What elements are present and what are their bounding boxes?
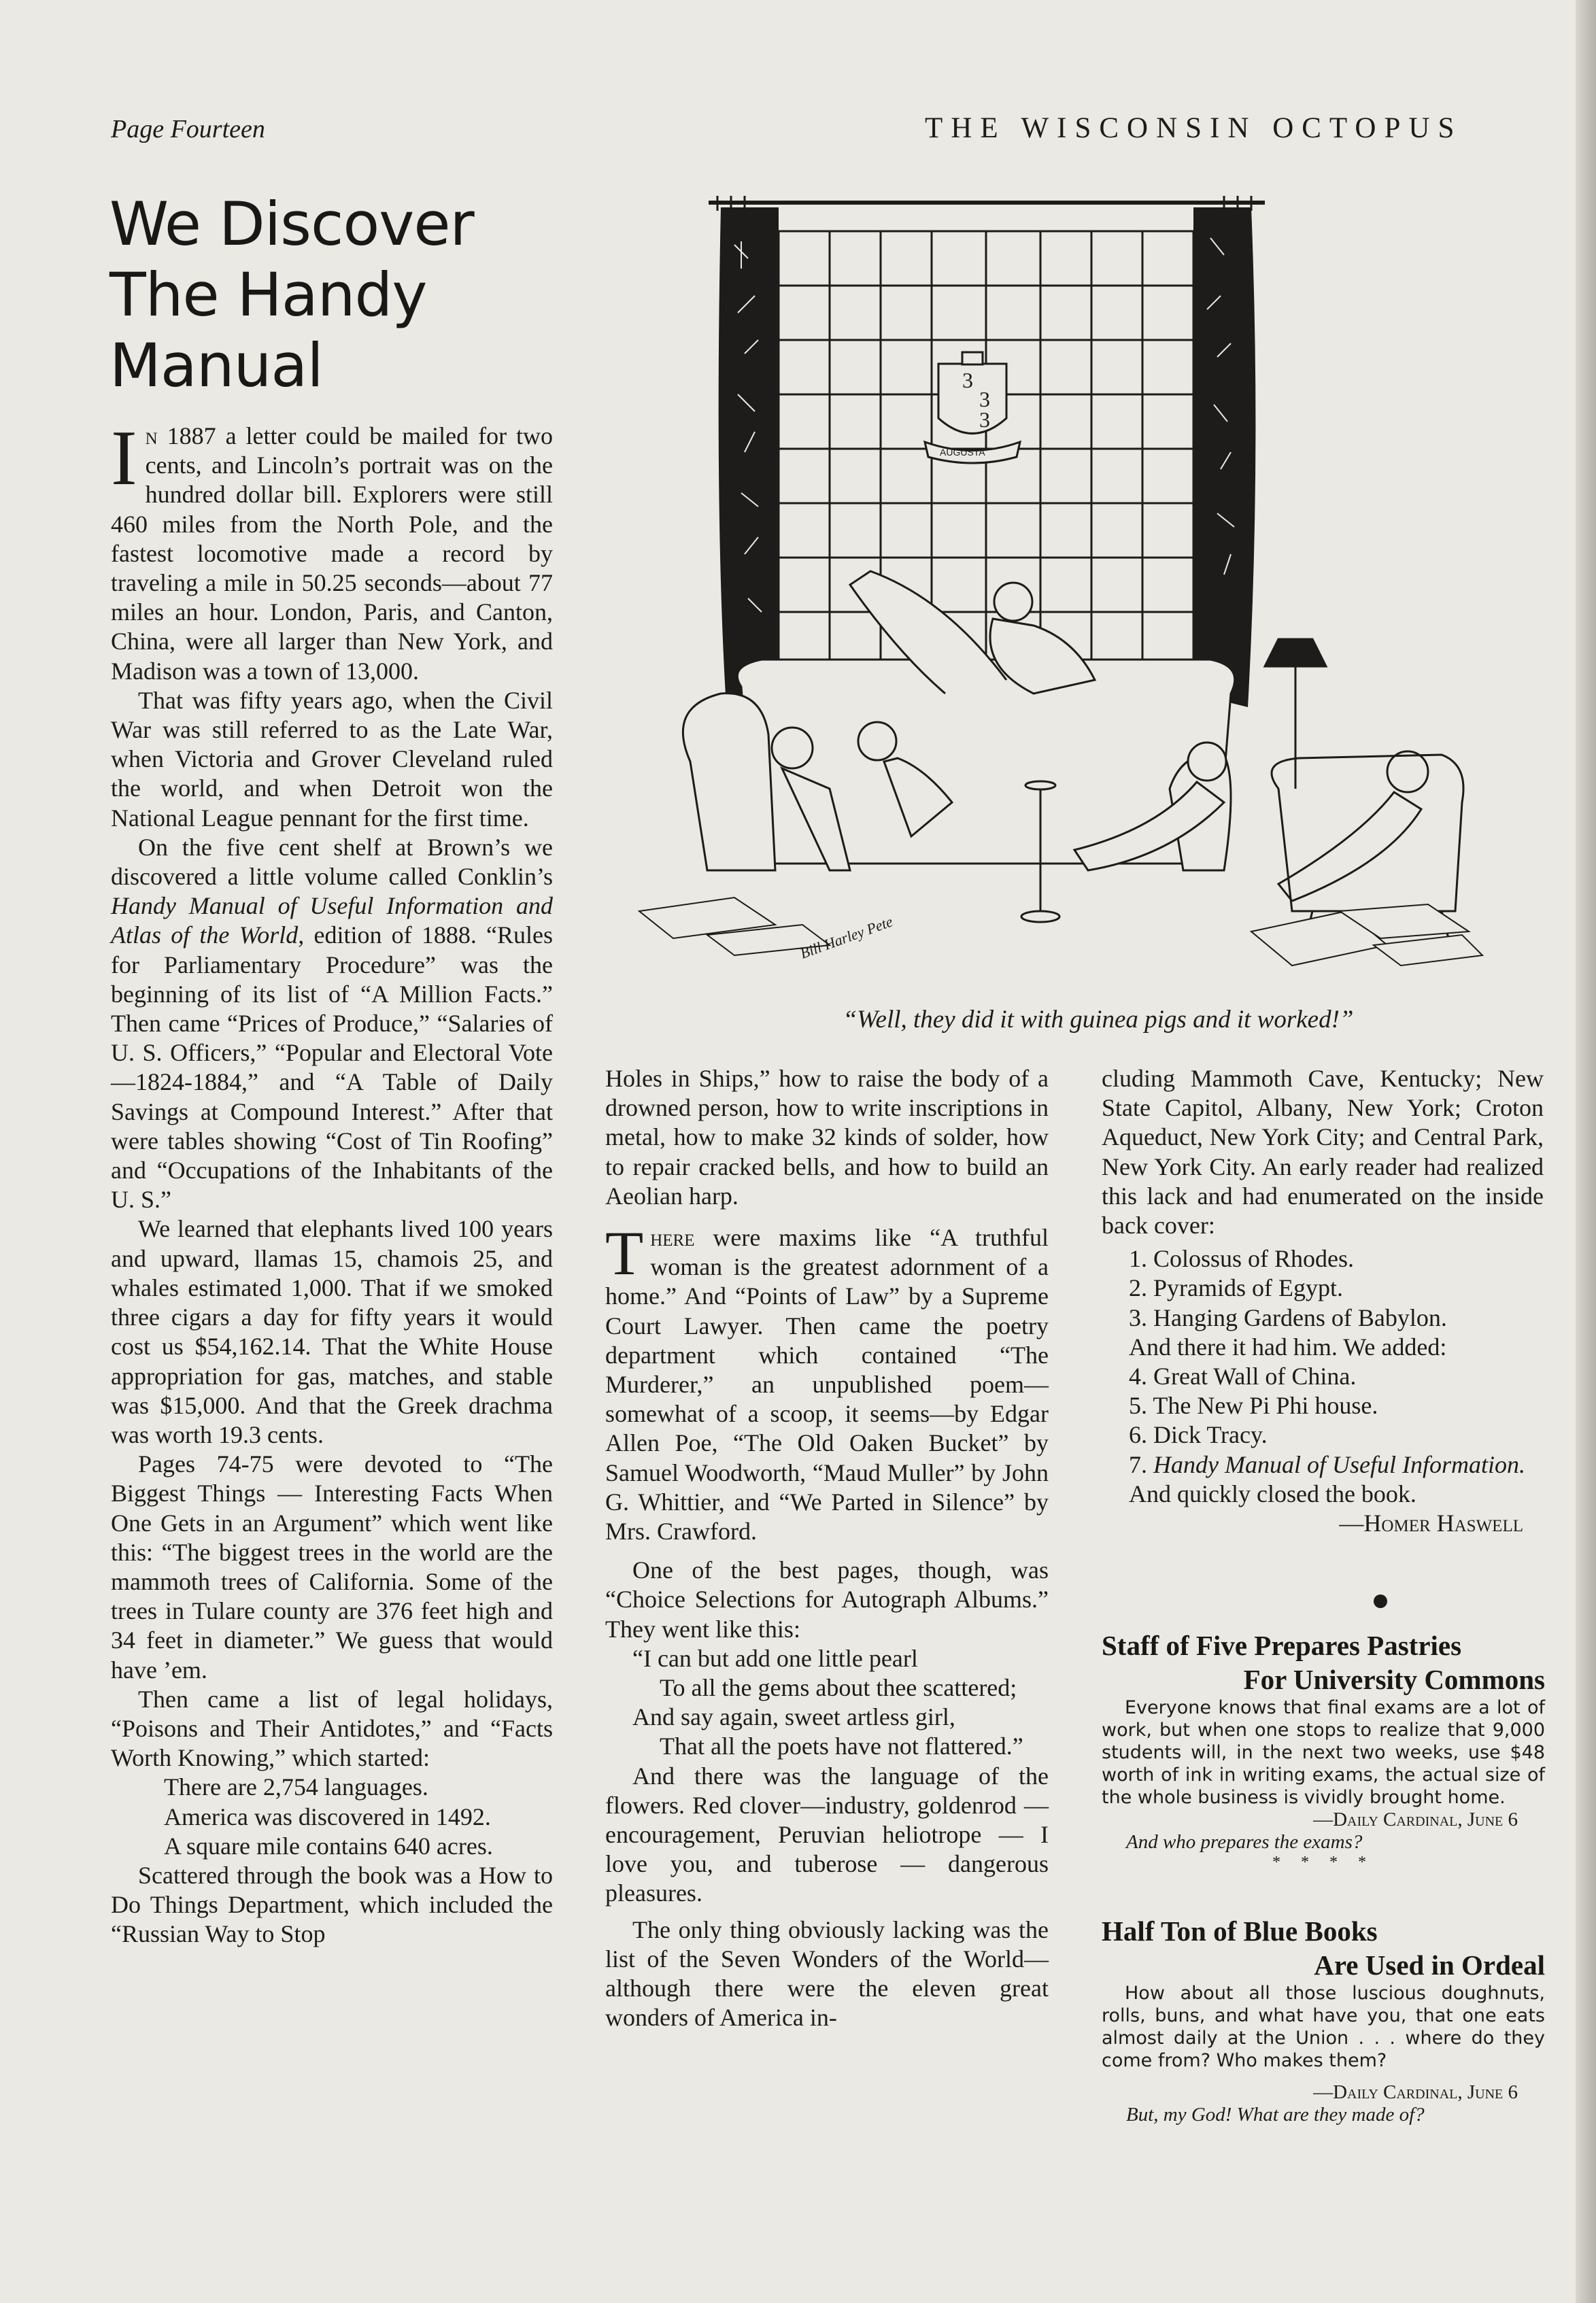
page-number-label: Page Fourteen — [111, 115, 265, 143]
cartoon-illustration — [626, 190, 1489, 979]
clipping-comment: But, my God! What are they made of? — [1126, 2104, 1425, 2126]
clipping-body: Everyone knows that final exams are a lot of work, but when one stops to realize that 9,000 students will, in the next two weeks, use $48 worth of ink in writing exams, the actual size of the whole business is vividly brought home. — [1102, 1697, 1545, 1808]
crest-number: 3 — [962, 368, 973, 392]
crest-number: 3 — [979, 387, 990, 411]
list-item: 5. The New Pi Phi house. — [1129, 1392, 1378, 1420]
news-clipping-1 — [1102, 1628, 1545, 1872]
list-item: 1. Colossus of Rhodes. — [1129, 1245, 1355, 1273]
fact-line: America was discovered in 1492. — [164, 1803, 491, 1830]
running-head: THE WISCONSIN OCTOPUS — [925, 112, 1463, 144]
clipping-headline: For University Commons — [1243, 1664, 1545, 1695]
clipping-body: How about all those luscious doughnuts, rolls, buns, and what have you, that one eats almost daily at the Union . . . where do they come from? Who makes them? — [1102, 1983, 1545, 2071]
paragraph: Then came a list of legal holidays, “Poisons and Their Antidotes,” and “Facts Worth Knowing,” which started: — [111, 1685, 553, 1772]
paragraph: We learned that elephants lived 100 years and upward, llamas 15, chamois 25, and whales estimated 1,000. That if we smoked three cigars a day for fifty years it would cost us $54,162.14. That the White House appropriation for gas, matches, and stable was $15,000. And that the Greek drachma was worth 19.3 cents. — [111, 1215, 553, 1448]
clipping-source: —Daily Cardinal, June 6 — [1313, 2081, 1518, 2103]
list-item: 7. Handy Manual of Useful Information. — [1129, 1450, 1525, 1478]
article-title: We Discover The Handy Manual — [109, 189, 474, 400]
paragraph: And quickly closed the book. — [1129, 1480, 1416, 1507]
crest-banner-text: AUGUSTA — [940, 447, 985, 458]
left-curtain — [719, 207, 779, 728]
window — [779, 231, 1193, 700]
paragraph: There were maxims like “A truthful woman is the greatest adornment of a home.” And “Points of Law” by a Supreme Court Lawyer. Then came the poetry department which contained “The Murderer,” an unpublished poem—somewhat of a scoop, it seems—by Edgar Allen Poe, “The Old Oaken Bucket” by Samuel Woodworth, “Maud Muller” by John G. Whittier, and “We Parted in Silence” by Mrs. Crawford. — [605, 1218, 1049, 1546]
news-clipping-2 — [1102, 1914, 1545, 2126]
paragraph: cluding Mammoth Cave, Kentucky; New State Capitol, Albany, New York; Croton Aqueduct, New York City; and Central Park, New York City. An early reader had realized this lack and had enumerated on the inside back cover: — [1102, 1065, 1544, 1240]
clipping-headline: Half Ton of Blue Books — [1102, 1915, 1378, 1947]
illustration-caption: “Well, they did it with guinea pigs and it worked!” — [843, 1006, 1354, 1034]
clipping-headline: Staff of Five Prepares Pastries — [1102, 1630, 1462, 1661]
page-edge-shadow — [1576, 0, 1596, 2303]
paragraph: And there it had him. We added: — [1129, 1333, 1447, 1361]
paragraph: One of the best pages, though, was “Choice Selections for Autograph Albums.” They went like this: — [605, 1556, 1049, 1643]
paragraph: Holes in Ships,” how to raise the body of a drowned person, how to write inscriptions in metal, how to make 32 kinds of solder, how to repair cracked bells, and how to build an Aeolian harp. — [605, 1065, 1049, 1210]
drop-cap: I — [111, 415, 137, 502]
separator-stars: * * * * — [1272, 1854, 1374, 1871]
article-column-1 — [111, 415, 554, 1949]
article-column-3 — [1102, 1064, 1544, 1538]
fact-line: A square mile contains 640 acres. — [164, 1832, 493, 1860]
paragraph: On the five cent shelf at Brown’s we discovered a little volume called Conklin’s Handy Manual of Useful Information and Atlas of the World, edition of 1888. “Rules for Parliamentary Procedure” was the beginning of its list of “A Million Facts.” Then came “Prices of Produce,” “Salaries of U. S. Officers,” “Popular and Electoral Vote —1824-1884,” and “A Table of Daily Savings at Compound Interest.” After that were tables showing “Cost of Tin Roofing” and “Occupations of the Inhabitants of the U. S.” — [111, 833, 554, 1214]
artist-signature: Bill Harley Pete — [798, 912, 896, 962]
scattered-papers — [639, 898, 1482, 966]
paragraph: And there was the language of the flowers. Red clover—industry, goldenrod — encouragement, Peruvian heliotrope — I love you, and tuberose — dangerous pleasures. — [605, 1762, 1049, 1907]
verse-line: To all the gems about thee scattered; — [660, 1674, 1017, 1702]
article-column-2 — [605, 1064, 1049, 2033]
clipping-comment: And who prepares the exams? — [1126, 1831, 1363, 1853]
paragraph: That was fifty years ago, when the Civil War was still referred to as the Late War, when Victoria and Grover Cleveland ruled the world, and when Detroit won the National League pennant for the first time. — [111, 686, 553, 832]
paragraph: Scattered through the book was a How to Do Things Department, which included the “Russian Way to Stop — [111, 1861, 553, 1948]
author-signature: —Homer Haswell — [1339, 1509, 1523, 1537]
list-item: 6. Dick Tracy. — [1129, 1421, 1268, 1449]
paragraph: Pages 74-75 were devoted to “The Biggest Things — Interesting Facts When One Gets in an Argument” which went like this: “The biggest trees in the world are the mammoth trees of California. Some of the trees in Tulare county are 376 feet high and 34 feet in diameter.” We guess that would have ’em. — [111, 1450, 553, 1684]
drop-cap: T — [605, 1218, 644, 1289]
list-item: 2. Pyramids of Egypt. — [1129, 1274, 1343, 1302]
fraternity-crest — [925, 352, 1020, 463]
list-item: 3. Hanging Gardens of Babylon. — [1129, 1303, 1447, 1331]
paragraph: The only thing obviously lacking was the list of the Seven Wonders of the World—although there were the eleven great wonders of America in- — [605, 1915, 1049, 2032]
clipping-headline: Are Used in Ordeal — [1314, 1949, 1545, 1981]
crest-number: 3 — [979, 407, 990, 432]
right-curtain — [1193, 207, 1255, 707]
verse-line: And say again, sweet artless girl, — [632, 1703, 955, 1731]
list-item: 4. Great Wall of China. — [1129, 1363, 1357, 1391]
verse-line: That all the poets have not flattered.” — [660, 1733, 1023, 1760]
paragraph: In 1887 a letter could be mailed for two cents, and Lincoln’s portrait was on the hundred dollar bill. Explorers were still 460 miles from the North Pole, and the fastest locomotive made a record by traveling a mile in 50.25 seconds—about 77 miles an hour. London, Paris, and Canton, China, were all larger than New York, and Madison was a town of 13,000. — [111, 415, 554, 685]
clipping-source: —Daily Cardinal, June 6 — [1313, 1809, 1518, 1830]
verse-line: “I can but add one little pearl — [632, 1644, 918, 1672]
section-bullet — [1374, 1594, 1387, 1608]
fact-line: There are 2,754 languages. — [164, 1773, 428, 1801]
